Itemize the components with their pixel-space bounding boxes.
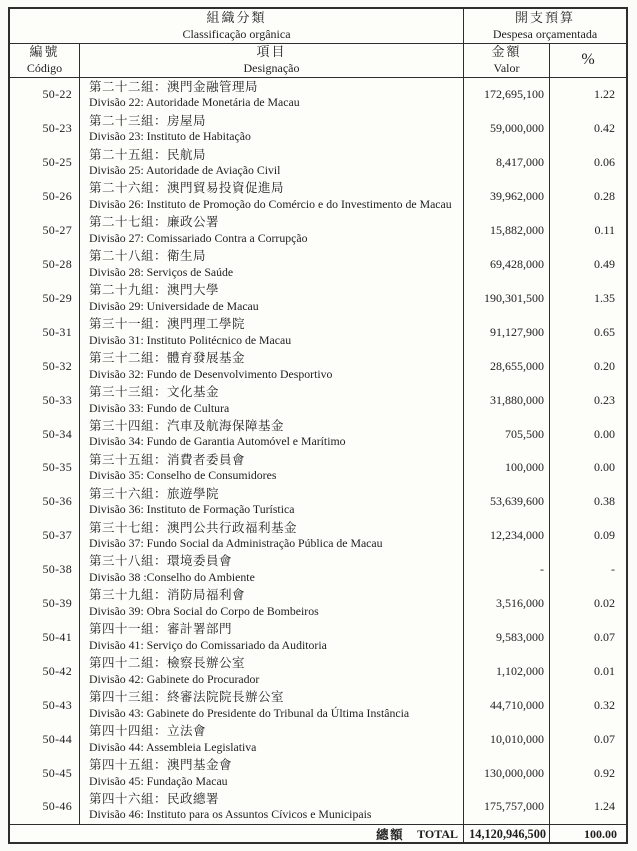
budget-table	[8, 7, 628, 844]
row-designation	[80, 214, 464, 248]
org-name-zh: 第四十二組：檢察長辦公室	[89, 656, 246, 671]
row-code: 50-37	[10, 519, 80, 553]
org-name-zh: 第二十九組：澳門大學	[89, 283, 220, 298]
table-row	[10, 553, 626, 587]
header-org-classification	[10, 9, 464, 43]
table-row	[10, 621, 626, 655]
org-name-pt: Divisão 45: Fundação Macau	[89, 773, 228, 788]
total-percent: 100.00	[584, 826, 617, 841]
org-name-zh: 第二十六組：澳門貿易投資促進局	[89, 181, 285, 196]
row-code: 50-41	[10, 621, 80, 655]
column-header-value-zh: 金額	[491, 44, 522, 60]
row-value: 8,417,000	[464, 146, 550, 180]
row-designation	[80, 281, 464, 315]
total-row	[10, 824, 626, 842]
table-row	[10, 417, 626, 451]
row-code: 50-29	[10, 281, 80, 315]
row-code: 50-22	[10, 78, 80, 112]
org-name-zh: 第三十六組：旅遊學院	[89, 486, 220, 501]
row-designation	[80, 688, 464, 722]
row-code: 50-36	[10, 485, 80, 519]
column-header-designation-zh: 項目	[256, 44, 287, 60]
org-name-pt: Divisão 25: Autoridade de Aviação Civil	[89, 163, 281, 178]
row-designation	[80, 553, 464, 587]
org-name-zh: 第三十八組：環境委員會	[89, 554, 233, 569]
org-name-zh: 第二十八組：衛生局	[89, 249, 207, 264]
header-budget-expense	[464, 9, 626, 43]
org-name-zh: 第四十五組：澳門基金會	[89, 757, 233, 772]
row-percent: -	[611, 562, 615, 577]
row-value: 172,695,100	[464, 78, 550, 112]
row-value: 190,301,500	[464, 281, 550, 315]
row-value: -	[464, 553, 550, 587]
row-designation	[80, 248, 464, 282]
table-row	[10, 112, 626, 146]
row-designation	[80, 519, 464, 553]
row-value: 53,639,600	[464, 485, 550, 519]
row-designation	[80, 451, 464, 485]
row-designation	[80, 146, 464, 180]
org-name-pt: Divisão 28: Serviços de Saúde	[89, 264, 234, 279]
row-percent: 0.38	[594, 494, 615, 509]
row-percent: 0.06	[594, 155, 615, 170]
row-code: 50-31	[10, 315, 80, 349]
row-percent: 0.07	[594, 629, 615, 644]
row-percent: 0.42	[594, 121, 615, 136]
org-name-zh: 第二十二組：澳門金融管理局	[89, 79, 259, 94]
org-name-pt: Divisão 23: Instituto de Habitação	[89, 129, 251, 144]
row-designation	[80, 485, 464, 519]
org-name-zh: 第二十五組：民航局	[89, 147, 207, 162]
row-value: 44,710,000	[464, 688, 550, 722]
row-value: 100,000	[464, 451, 550, 485]
table-row	[10, 451, 626, 485]
row-code: 50-45	[10, 756, 80, 790]
row-designation	[80, 78, 464, 112]
row-percent: 0.00	[594, 460, 615, 475]
row-designation	[80, 349, 464, 383]
column-header-code-zh: 編號	[29, 44, 60, 60]
org-name-zh: 第四十六組：民政總署	[89, 791, 220, 806]
row-value: 175,757,000	[464, 790, 550, 824]
row-code: 50-32	[10, 349, 80, 383]
row-designation	[80, 112, 464, 146]
table-row	[10, 722, 626, 756]
row-code: 50-26	[10, 180, 80, 214]
org-name-zh: 第四十三組：終審法院院長辦公室	[89, 690, 285, 705]
row-percent: 0.65	[594, 324, 615, 339]
org-name-pt: Divisão 44: Assembleia Legislativa	[89, 739, 257, 754]
row-code: 50-39	[10, 587, 80, 621]
org-name-pt: Divisão 26: Instituto de Promoção do Comércio e do Investimento de Macau	[89, 197, 452, 212]
row-value: 3,516,000	[464, 587, 550, 621]
row-code: 50-25	[10, 146, 80, 180]
table-row	[10, 281, 626, 315]
org-name-pt: Divisão 46: Instituto para os Assuntos Cívicos e Municipais	[89, 807, 372, 822]
total-label	[10, 825, 464, 843]
row-percent: 1.24	[594, 799, 615, 814]
row-value: 39,962,000	[464, 180, 550, 214]
row-value: 31,880,000	[464, 383, 550, 417]
row-value: 1,102,000	[464, 654, 550, 688]
org-name-zh: 第三十四組：汽車及航海保障基金	[89, 418, 285, 433]
header-budget-expense-pt: Despesa orçamentada	[492, 26, 598, 41]
row-designation	[80, 790, 464, 824]
column-header-designation-pt: Designação	[243, 61, 300, 76]
row-percent: 0.23	[594, 392, 615, 407]
table-row	[10, 180, 626, 214]
org-name-zh: 第三十七組：澳門公共行政福利基金	[89, 520, 298, 535]
row-designation	[80, 756, 464, 790]
org-name-pt: Divisão 33: Fundo de Cultura	[89, 400, 230, 415]
column-header-code-pt: Código	[26, 61, 63, 76]
row-code: 50-34	[10, 417, 80, 451]
table-row	[10, 587, 626, 621]
column-header-percent: %	[581, 51, 595, 69]
row-percent: 0.20	[594, 358, 615, 373]
row-code: 50-38	[10, 553, 80, 587]
column-header-value	[464, 44, 550, 77]
table-header-groups	[10, 9, 626, 44]
column-header-value-pt: Valor	[493, 61, 520, 76]
org-name-zh: 第二十七組：廉政公署	[89, 215, 220, 230]
table-body	[10, 78, 626, 824]
table-header-columns	[10, 44, 626, 78]
table-row	[10, 519, 626, 553]
row-designation	[80, 587, 464, 621]
org-name-zh: 第四十四組：立法會	[89, 723, 207, 738]
row-percent: 0.28	[594, 189, 615, 204]
org-name-pt: Divisão 42: Gabinete do Procurador	[89, 671, 260, 686]
org-name-pt: Divisão 36: Instituto de Formação Turística	[89, 502, 295, 517]
row-percent: 1.22	[594, 87, 615, 102]
row-percent: 0.32	[594, 697, 615, 712]
column-header-designation	[80, 44, 464, 77]
table-row	[10, 214, 626, 248]
row-designation	[80, 621, 464, 655]
row-percent: 0.11	[594, 223, 615, 238]
total-label-zh: 總額	[376, 828, 405, 842]
row-designation	[80, 417, 464, 451]
org-name-pt: Divisão 31: Instituto Politécnico de Macau	[89, 332, 292, 347]
row-code: 50-27	[10, 214, 80, 248]
org-name-pt: Divisão 43: Gabinete do Presidente do Tribunal da Última Instância	[89, 705, 410, 720]
column-header-code	[10, 44, 80, 77]
row-designation	[80, 315, 464, 349]
row-value: 10,010,000	[464, 722, 550, 756]
header-org-classification-zh: 組織分類	[206, 9, 267, 25]
total-value: 14,120,946,500	[464, 825, 550, 843]
table-row	[10, 383, 626, 417]
header-budget-expense-zh: 開支預算	[514, 9, 575, 25]
row-value: 69,428,000	[464, 248, 550, 282]
row-percent: 0.00	[594, 426, 615, 441]
row-percent: 0.92	[594, 765, 615, 780]
org-name-pt: Divisão 29: Universidade de Macau	[89, 298, 259, 313]
org-name-zh: 第三十九組：消防局福利會	[89, 588, 246, 603]
row-percent: 0.07	[594, 731, 615, 746]
table-row	[10, 248, 626, 282]
row-code: 50-28	[10, 248, 80, 282]
row-value: 130,000,000	[464, 756, 550, 790]
org-name-pt: Divisão 39: Obra Social do Corpo de Bombeiros	[89, 603, 319, 618]
total-label-en: TOTAL	[417, 826, 458, 841]
org-name-pt: Divisão 37: Fundo Social da Administração Pública de Macau	[89, 536, 383, 551]
row-value: 91,127,900	[464, 315, 550, 349]
org-name-zh: 第三十三組：文化基金	[89, 384, 220, 399]
row-value: 59,000,000	[464, 112, 550, 146]
table-row	[10, 78, 626, 112]
row-percent: 1.35	[594, 290, 615, 305]
row-value: 28,655,000	[464, 349, 550, 383]
row-percent: 0.09	[594, 528, 615, 543]
row-code: 50-33	[10, 383, 80, 417]
row-percent: 0.49	[594, 256, 615, 271]
org-name-zh: 第三十一組：澳門理工學院	[89, 317, 246, 332]
table-row	[10, 790, 626, 824]
org-name-pt: Divisão 32: Fundo de Desenvolvimento Desportivo	[89, 366, 333, 381]
table-row	[10, 315, 626, 349]
row-designation	[80, 383, 464, 417]
row-designation	[80, 180, 464, 214]
row-value: 12,234,000	[464, 519, 550, 553]
row-code: 50-43	[10, 688, 80, 722]
table-row	[10, 654, 626, 688]
row-percent: 0.02	[594, 596, 615, 611]
row-value: 15,882,000	[464, 214, 550, 248]
org-name-pt: Divisão 41: Serviço do Comissariado da Auditoria	[89, 637, 327, 652]
row-value: 705,500	[464, 417, 550, 451]
table-row	[10, 146, 626, 180]
org-name-zh: 第二十三組：房屋局	[89, 113, 207, 128]
row-code: 50-42	[10, 654, 80, 688]
header-org-classification-pt: Classificação orgânica	[182, 26, 291, 41]
org-name-pt: Divisão 35: Conselho de Consumidores	[89, 468, 277, 483]
org-name-zh: 第四十一組：審計署部門	[89, 622, 233, 637]
row-code: 50-44	[10, 722, 80, 756]
row-value: 9,583,000	[464, 621, 550, 655]
org-name-pt: Divisão 27: Comissariado Contra a Corrupção	[89, 231, 308, 246]
org-name-pt: Divisão 22: Autoridade Monetária de Macau	[89, 95, 300, 110]
table-row	[10, 756, 626, 790]
row-code: 50-35	[10, 451, 80, 485]
row-designation	[80, 722, 464, 756]
org-name-pt: Divisão 34: Fundo de Garantia Automóvel e Marítimo	[89, 434, 346, 449]
table-row	[10, 485, 626, 519]
table-row	[10, 688, 626, 722]
table-row	[10, 349, 626, 383]
org-name-zh: 第三十五組：消費者委員會	[89, 452, 246, 467]
row-designation	[80, 654, 464, 688]
row-code: 50-46	[10, 790, 80, 824]
row-percent: 0.01	[594, 663, 615, 678]
row-code: 50-23	[10, 112, 80, 146]
org-name-pt: Divisão 38 :Conselho do Ambiente	[89, 570, 255, 585]
org-name-zh: 第三十二組：體育發展基金	[89, 351, 246, 366]
